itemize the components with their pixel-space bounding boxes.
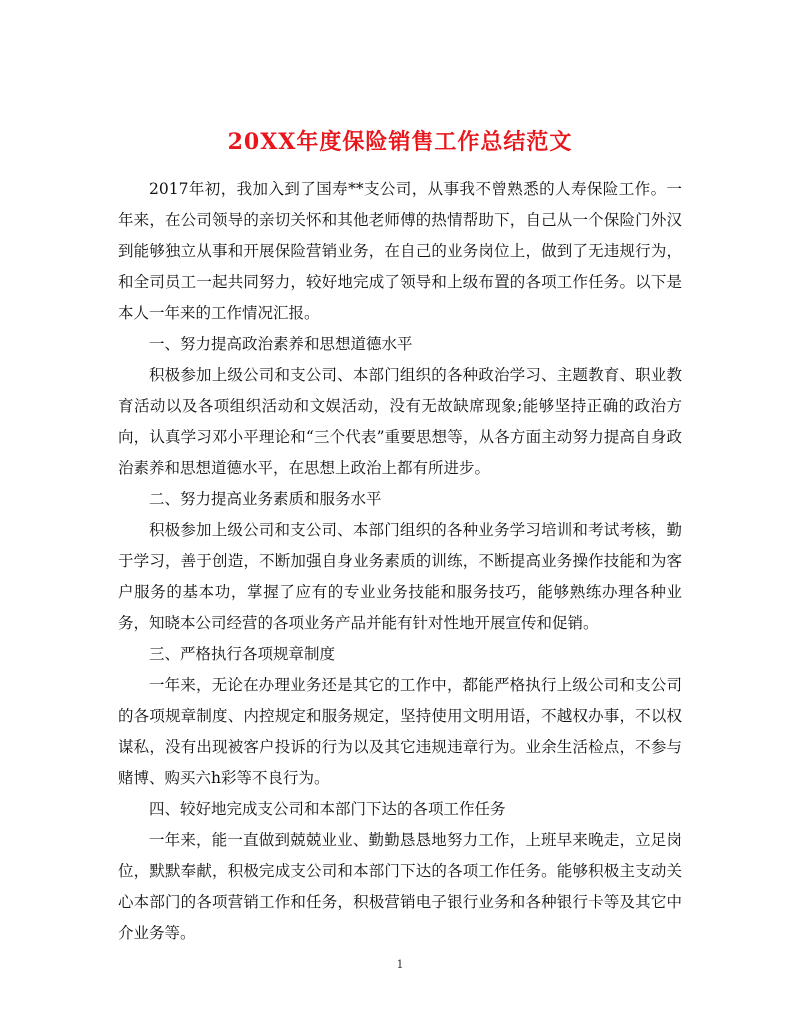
intro-paragraph: 2017年初，我加入到了国寿**支公司，从事我不曾熟悉的人寿保险工作。一年来，在公司领导的亲切关怀和其他老师傅的热情帮助下，自己从一个保险门外汉到能够独立从事和开展保险营销业务，在自己的业务岗位上，做到了无违规行为，和全司员工一起共同努力，较好地完成了领导和上级布置的各项工作任务。以下是本人一年来的工作情况汇报。 [118,180,682,322]
section-paragraph-4: 一年来，能一直做到兢兢业业、勤勤恳恳地努力工作，上班早来晚走，立足岗位，默默奉献，积极完成支公司和本部门下达的各项工作任务。能够积极主支动关心本部门的各项营销工作和任务，积极营销电子银行业务和各种银行卡等及其它中介业务等。 [118,831,682,942]
section-paragraph-3: 一年来，无论在办理业务还是其它的工作中，都能严格执行上级公司和支公司的各项规章制度、内控规定和服务规定，坚持使用文明用语，不越权办事，不以权谋私，没有出现被客户投诉的行为以及其它违规违章行为。业余生活检点，不参与赌博、购买六h彩等不良行为。 [118,676,682,787]
section-heading-3: 三、严格执行各项规章制度 [149,645,336,663]
section-heading-4: 四、较好地完成支公司和本部门下达的各项工作任务 [149,800,506,818]
page-number: 1 [396,958,404,971]
section-paragraph-2: 积极参加上级公司和支公司、本部门组织的各种业务学习培训和考试考核，勤于学习，善于创造，不断加强自身业务素质的训练，不断提高业务操作技能和为客户服务的基本功，掌握了应有的专业业务技能和服务技巧，能够熟练办理各种业务，知晓本公司经营的各项业务产品并能有针对性地开展宣传和促销。 [118,521,682,632]
document-title: 20XX年度保险销售工作总结范文 [227,128,573,155]
section-paragraph-1: 积极参加上级公司和支公司、本部门组织的各种政治学习、主题教育、职业教育活动以及各项组织活动和文娱活动，没有无故缺席现象;能够坚持正确的政治方向，认真学习邓小平理论和“三个代表”重要思想等，从各方面主动努力提高自身政治素养和思想道德水平，在思想上政治上都有所进步。 [118,366,682,477]
document-body [118,174,682,949]
section-heading-1: 一、努力提高政治素养和思想道德水平 [149,335,413,353]
section-heading-2: 二、努力提高业务素质和服务水平 [149,490,382,508]
